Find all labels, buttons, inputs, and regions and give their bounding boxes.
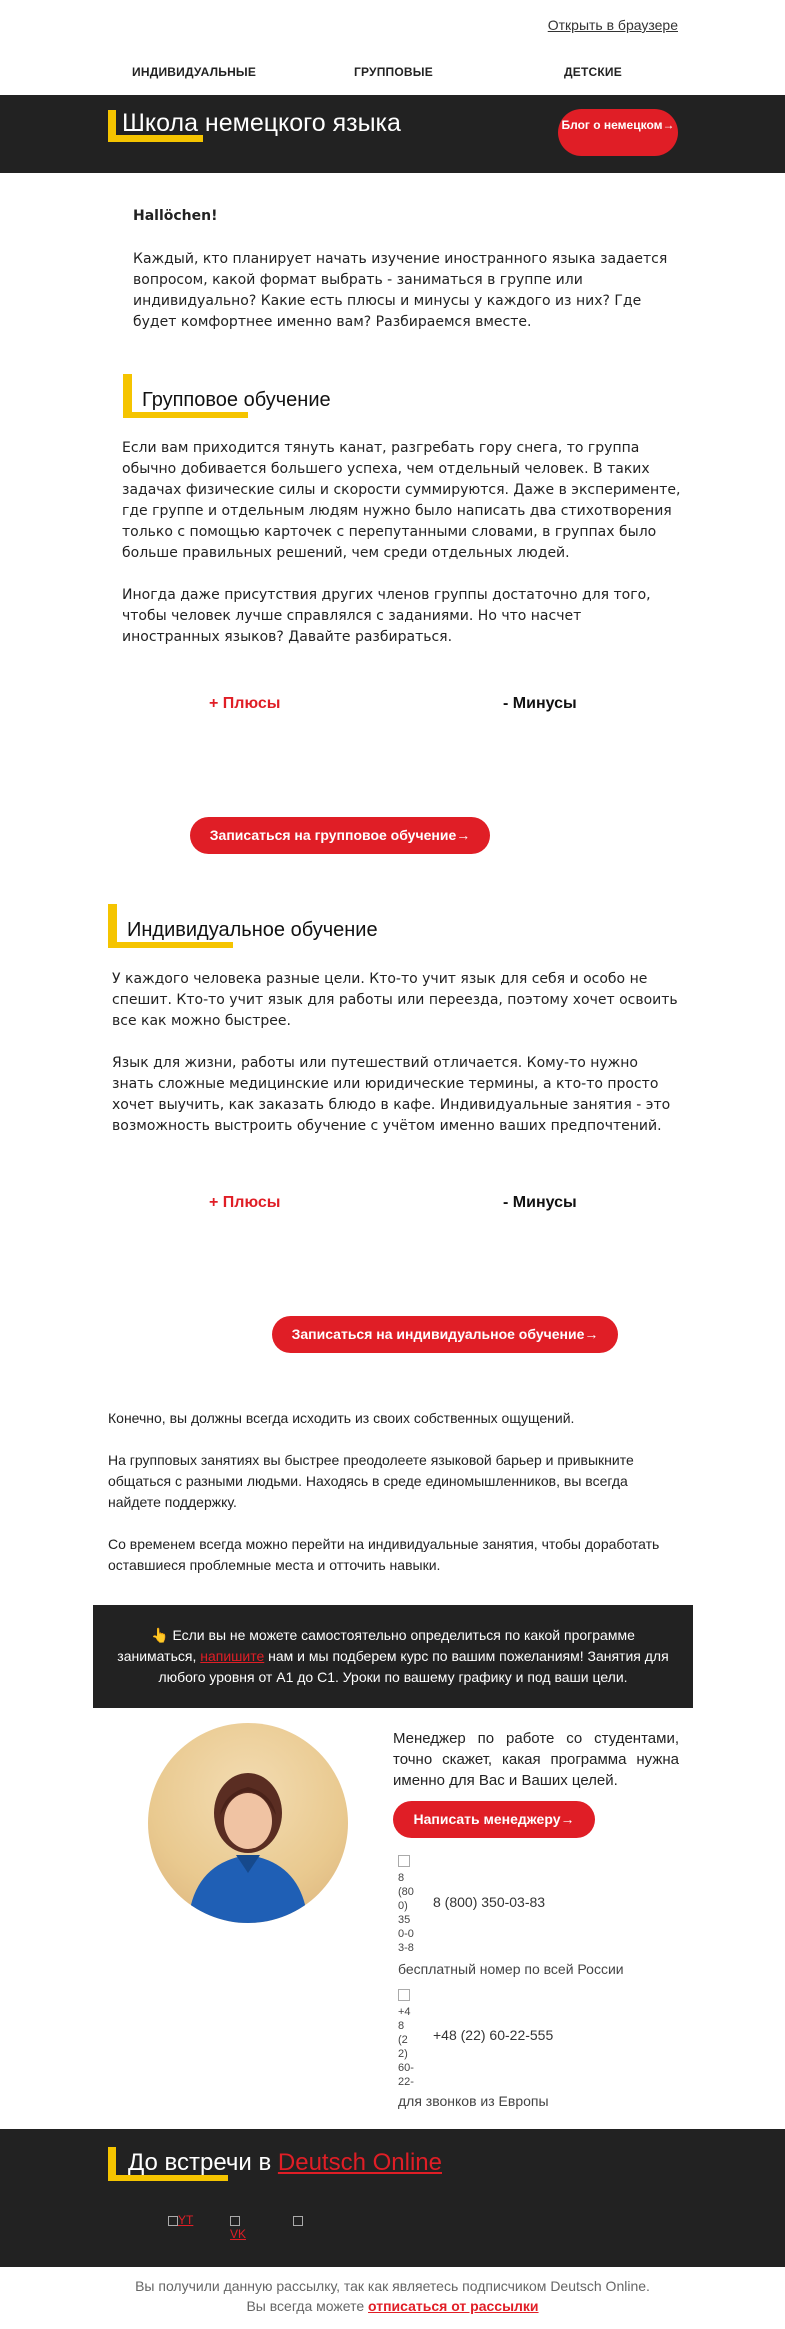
consultation-banner bbox=[93, 1605, 693, 1708]
unsubscribe-link[interactable]: отписаться от рассылки bbox=[368, 2298, 539, 2314]
greeting: Hallöchen! bbox=[133, 208, 218, 224]
youtube-icon-alt: YT bbox=[178, 2213, 194, 2227]
school-title: Школа немецкого языка bbox=[122, 109, 401, 137]
social-icon[interactable] bbox=[293, 2213, 323, 2243]
group-section-title: Групповое обучение bbox=[142, 389, 331, 411]
individual-section-title: Индивидуальное обучение bbox=[127, 919, 378, 941]
unsubscribe-prefix: Вы всегда можете bbox=[246, 2298, 369, 2314]
footer-title bbox=[128, 2149, 442, 2177]
intro-text: Каждый, кто планирует начать изучение иностранного языка задается вопросом, какой формат выбрать - заниматься в группе или индивидуально? Какие есть плюсы и минусы у каждого из них? Где будет комфортнее именно вам? Разбираемся вместе. bbox=[133, 251, 668, 330]
group-pros-label: + Плюсы bbox=[209, 695, 281, 712]
write-manager-button[interactable]: Написать менеджеру→ bbox=[393, 1801, 595, 1838]
individual-paragraph-2: Язык для жизни, работы или путешествий отличается. Кому-то нужно знать сложные медицинские или юридические термины, а кто-то просто хочет выучить, как заказать блюдо в кафе. Индивидуальные занятия - это возможность выстроить обучение с учётом именно ваших предпочтений. bbox=[112, 1055, 671, 1134]
blog-button[interactable]: Блог о немецком→ bbox=[558, 109, 678, 156]
closing-paragraph-3: Со временем всегда можно перейти на индивидуальные занятия, чтобы доработать оставшиеся проблемные места и отточить навыки. bbox=[108, 1536, 660, 1573]
banner-text-end: нам и мы подберем курс по вашим пожеланиям! Занятия для любого уровня от А1 до С1. Уроки по вашему графику и под ваши цели. bbox=[158, 1648, 669, 1685]
vk-icon-alt: VK bbox=[230, 2227, 247, 2241]
write-us-link[interactable]: напишите bbox=[200, 1648, 265, 1664]
individual-cons-label: - Минусы bbox=[503, 1194, 577, 1211]
top-bar bbox=[0, 0, 785, 50]
footer-title-prefix: До встречи в bbox=[128, 2149, 278, 2176]
individual-paragraph-1: У каждого человека разные цели. Кто-то учит язык для себя и особо не спешит. Кто-то учит язык для работы или переезда, поэтому хочет освоить все как можно быстрее. bbox=[112, 971, 678, 1029]
nav-item-kids[interactable]: ДЕТСКИЕ bbox=[564, 65, 622, 79]
manager-photo-icon bbox=[148, 1723, 348, 1923]
nav-item-individual[interactable]: ИНДИВИДУАЛЬНЫЕ bbox=[132, 65, 257, 79]
phone-russia-note: бесплатный номер по всей России bbox=[398, 1961, 624, 1977]
phone-russia[interactable]: 8 (800) 350-03-83 bbox=[433, 1894, 546, 1910]
group-paragraph-1: Если вам приходится тянуть канат, разгребать гору снега, то группа обычно добивается большего успеха, чем отдельный человек. В таких задачах физические силы и скорости суммируются. Даже в эксперименте, где группе и отдельным людям нужно было написать два стихотворения только с помощью карточек с перепутанными словами, в группах было больше правильных решений, чем среди отдельных людей. bbox=[122, 440, 681, 561]
phone-icon-alt: 8 (800) 350-03-8 bbox=[398, 1872, 414, 1954]
individual-section-heading bbox=[108, 904, 428, 954]
individual-pros-label: + Плюсы bbox=[209, 1194, 281, 1211]
phone-europe[interactable]: +48 (22) 60-22-555 bbox=[433, 2027, 554, 2043]
unsubscribe-line bbox=[0, 2296, 785, 2316]
nav-bar bbox=[0, 50, 785, 95]
unsubscribe-block bbox=[0, 2276, 785, 2316]
group-signup-button[interactable]: Записаться на групповое обучение→ bbox=[190, 817, 490, 854]
youtube-icon[interactable] bbox=[168, 2213, 198, 2243]
phone-icon bbox=[398, 1855, 416, 1955]
vk-icon[interactable] bbox=[230, 2213, 260, 2243]
banner-text-start: Если вы не можете самостоятельно определиться по какой программе заниматься, bbox=[117, 1627, 635, 1664]
heading-accent-underline bbox=[123, 412, 248, 418]
manager-avatar bbox=[148, 1723, 348, 1923]
nav-item-group[interactable]: ГРУППОВЫЕ bbox=[354, 65, 433, 79]
pointing-up-icon: 👆 bbox=[151, 1627, 169, 1643]
header-band bbox=[0, 95, 785, 173]
group-section-heading bbox=[123, 374, 423, 424]
footer-band bbox=[0, 2129, 785, 2267]
closing-paragraph-2: На групповых занятиях вы быстрее преодолеете языковой барьер и привыкните общаться с разными людьми. Находясь в среде единомышленников, вы всегда найдете поддержку. bbox=[108, 1452, 634, 1510]
phone-icon bbox=[398, 1989, 416, 2089]
group-paragraph-2: Иногда даже присутствия других членов группы достаточно для того, чтобы человек лучше справлялся с заданиями. Но что насчет иностранных языков? Давайте разбираться. bbox=[122, 587, 651, 645]
subscription-notice: Вы получили данную рассылку, так как являетесь подписчиком Deutsch Online. bbox=[135, 2278, 650, 2294]
individual-signup-button[interactable]: Записаться на индивидуальное обучение→ bbox=[272, 1316, 618, 1353]
manager-description: Менеджер по работе со студентами, точно скажет, какая программа нужна именно для Вас и Ваших целей. bbox=[393, 1730, 679, 1789]
group-cons-label: - Минусы bbox=[503, 695, 577, 712]
open-in-browser-link[interactable]: Открыть в браузере bbox=[547, 17, 678, 33]
closing-paragraph-1: Конечно, вы должны всегда исходить из своих собственных ощущений. bbox=[108, 1410, 575, 1426]
heading-accent-underline bbox=[108, 942, 233, 948]
closing-text bbox=[108, 1408, 678, 1576]
deutsch-online-link[interactable]: Deutsch Online bbox=[277, 2149, 442, 2176]
phone-icon-alt: +48 (22) 60-22- bbox=[398, 2006, 414, 2088]
phone-europe-note: для звонков из Европы bbox=[398, 2093, 549, 2109]
